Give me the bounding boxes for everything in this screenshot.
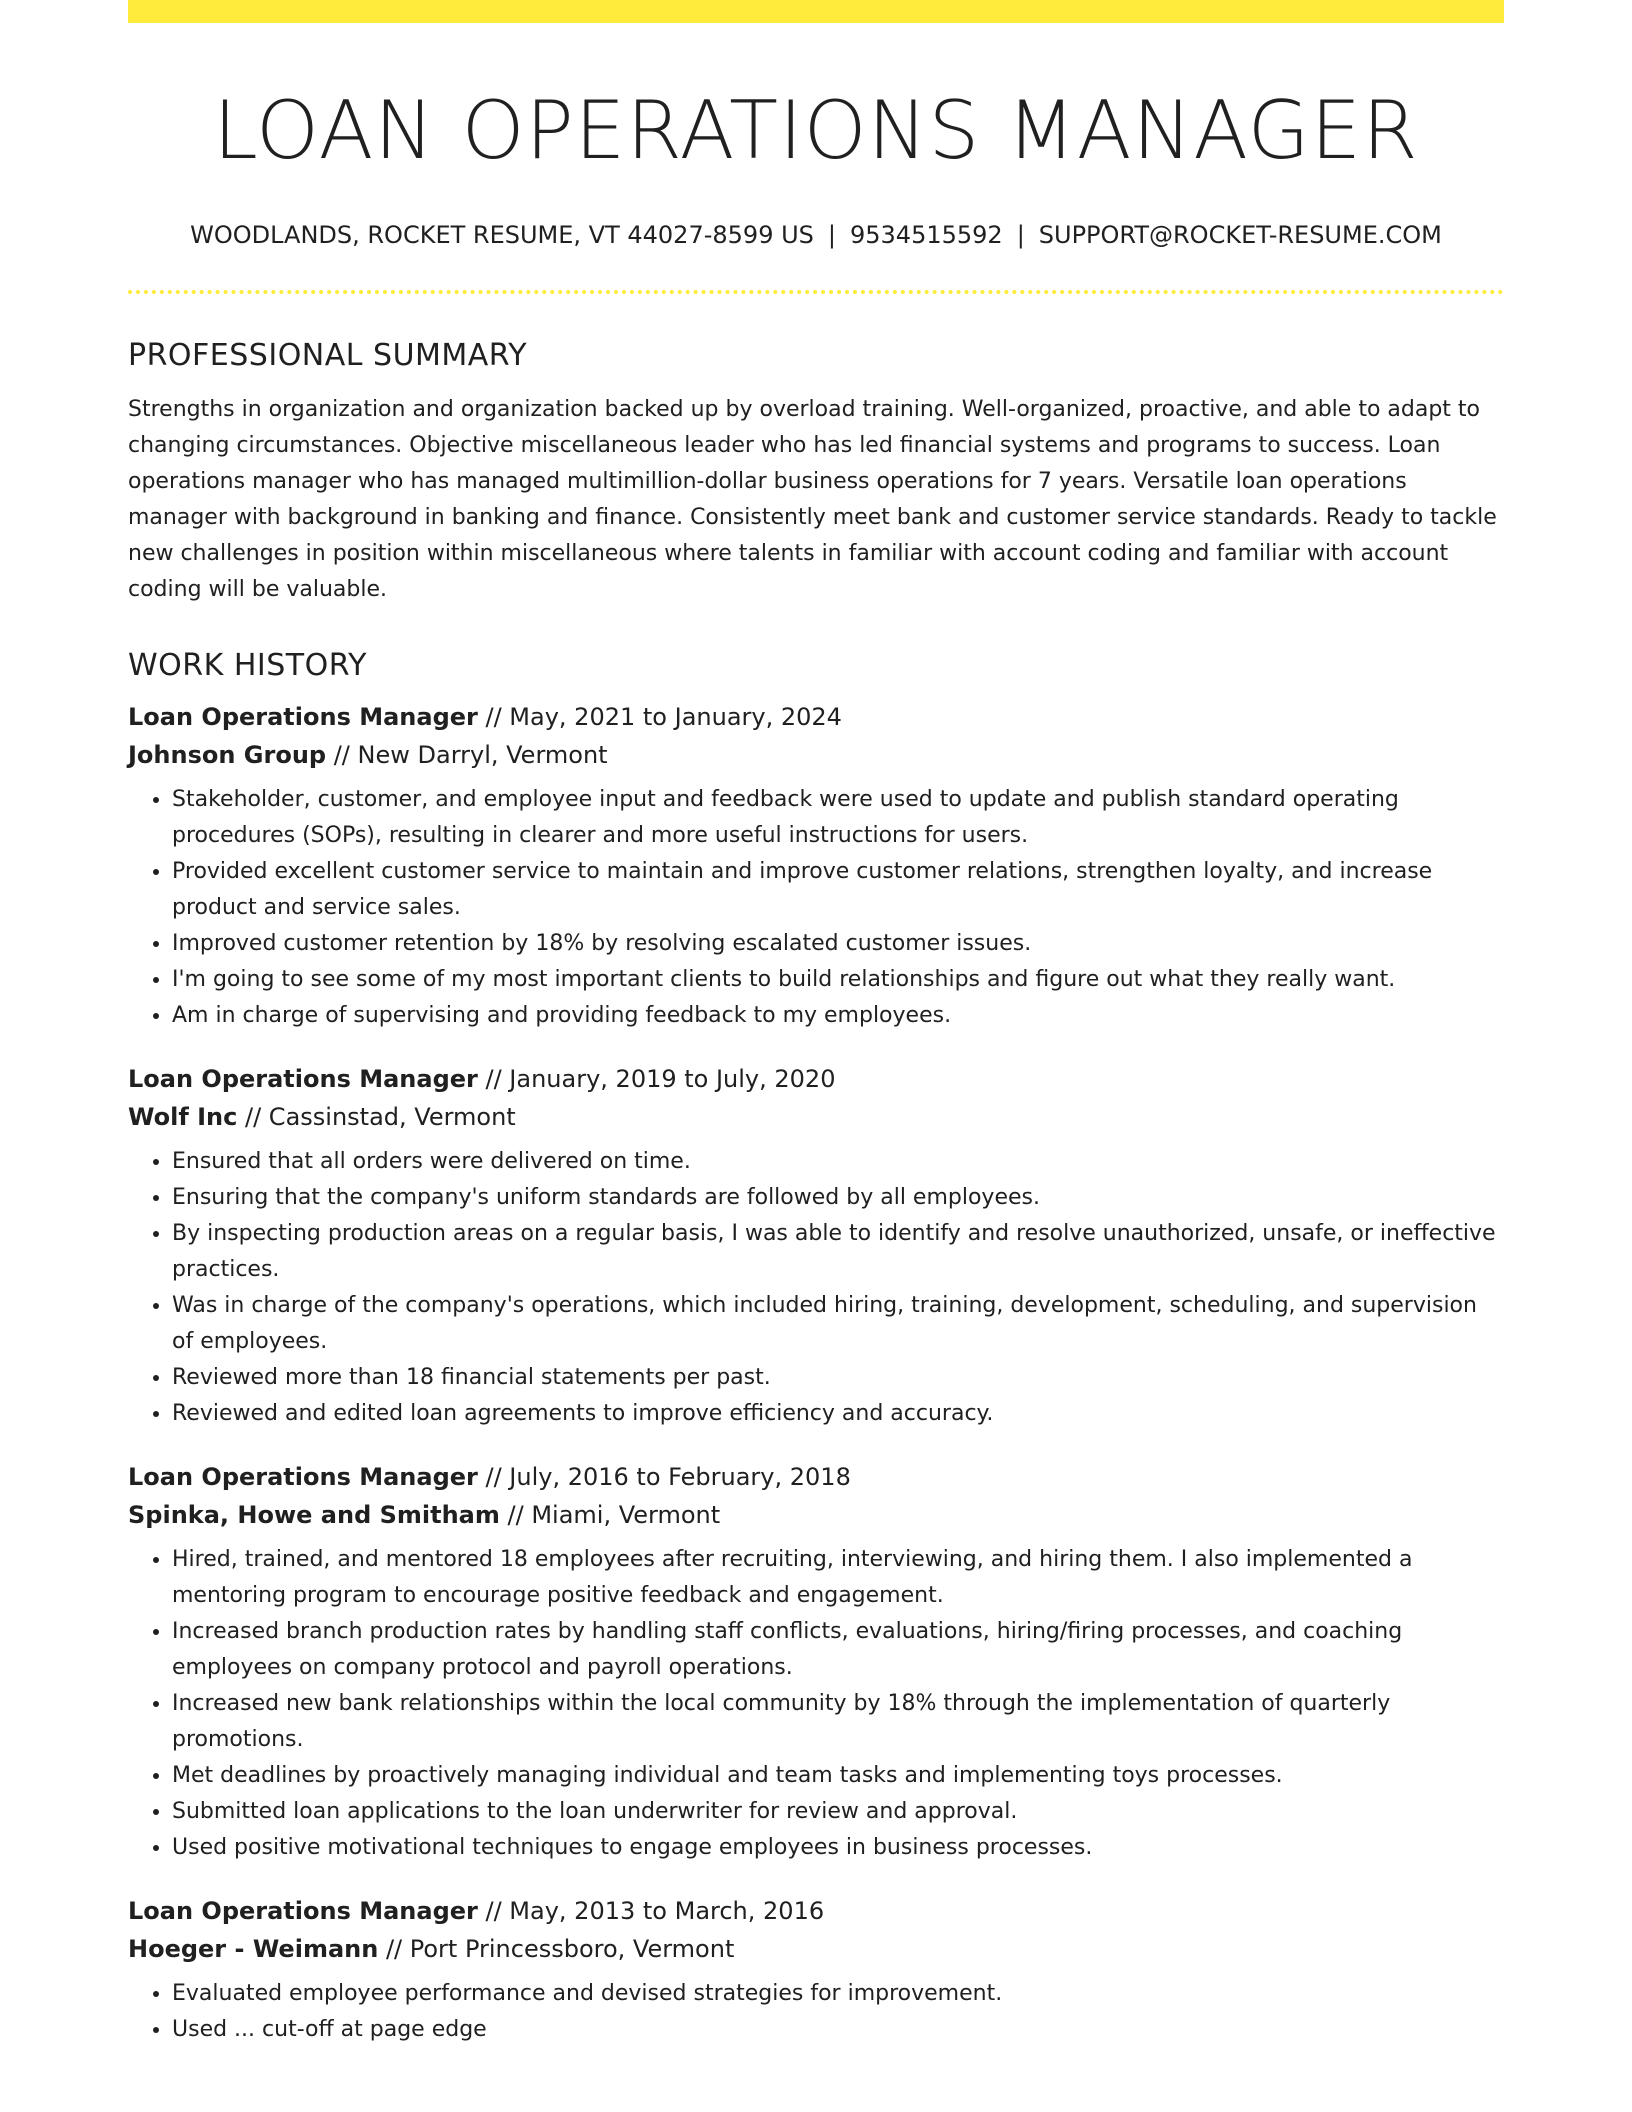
job-bullet: • I'm going to see some of my most important clients to build relationships and figure out what they really want.	[172, 962, 1504, 998]
job-company: Wolf Inc	[128, 1102, 238, 1131]
job-location: // Miami, Vermont	[499, 1500, 721, 1529]
job-bullets	[128, 782, 1504, 1034]
work-history-list	[128, 698, 1504, 2048]
contact-separator: |	[1016, 221, 1025, 249]
work-history-heading: WORK HISTORY	[128, 647, 367, 683]
contact-phone: 9534515592	[849, 221, 1003, 249]
job-bullet: • Met deadlines by proactively managing individual and team tasks and implementing toys processes.	[172, 1758, 1504, 1794]
contact-line	[128, 221, 1504, 250]
job-company-line	[128, 736, 1504, 774]
job-dates: // July, 2016 to February, 2018	[477, 1462, 851, 1491]
job-bullet: • By inspecting production areas on a regular basis, I was able to identify and resolve unauthorized, unsafe, or ineffective practices.	[172, 1216, 1504, 1288]
job-entry	[128, 1060, 1504, 1432]
job-location: // Port Princessboro, Vermont	[378, 1934, 735, 1963]
job-bullet: • Am in charge of supervising and providing feedback to my employees.	[172, 998, 1504, 1034]
job-bullet: • Evaluated employee performance and devised strategies for improvement.	[172, 1976, 1504, 2012]
job-bullet: • Reviewed more than 18 financial statements per past.	[172, 1360, 1504, 1396]
job-bullet: • Submitted loan applications to the loan underwriter for review and approval.	[172, 1794, 1504, 1830]
resume-title: LOAN OPERATIONS MANAGER	[213, 84, 1419, 177]
job-company-line	[128, 1496, 1504, 1534]
job-bullet: • Ensuring that the company's uniform standards are followed by all employees.	[172, 1180, 1504, 1216]
contact-address: WOODLANDS, ROCKET RESUME, VT 44027-8599 US	[190, 221, 814, 249]
section-divider	[128, 290, 1504, 294]
job-title: Loan Operations Manager	[128, 1462, 478, 1491]
job-title-line	[128, 1458, 1504, 1496]
contact-separator: |	[827, 221, 836, 249]
job-company-line	[128, 1930, 1504, 1968]
job-location: // New Darryl, Vermont	[326, 740, 608, 769]
job-bullet: • Used positive motivational techniques to engage employees in business processes.	[172, 1830, 1504, 1866]
job-title-line	[128, 1892, 1504, 1930]
resume-page	[128, 0, 1504, 2074]
job-bullet: • Used ... cut-off at page edge	[172, 2012, 1504, 2048]
job-bullet: • Increased branch production rates by handling staff conflicts, evaluations, hiring/firing processes, and coaching employees on company protocol and payroll operations.	[172, 1614, 1504, 1686]
job-entry	[128, 1458, 1504, 1866]
job-bullet: • Hired, trained, and mentored 18 employees after recruiting, interviewing, and hiring them. I also implemented a mentoring program to encourage positive feedback and engagement.	[172, 1542, 1504, 1614]
job-bullets	[128, 1542, 1504, 1866]
job-title-line	[128, 1060, 1504, 1098]
job-bullet: • Stakeholder, customer, and employee input and feedback were used to update and publish standard operating procedures (SOPs), resulting in clearer and more useful instructions for users.	[172, 782, 1504, 854]
contact-email[interactable]: SUPPORT@ROCKET-RESUME.COM	[1038, 221, 1442, 249]
job-bullet: • Was in charge of the company's operations, which included hiring, training, development, scheduling, and supervision of employees.	[172, 1288, 1504, 1360]
job-bullets	[128, 1976, 1504, 2048]
job-company-line	[128, 1098, 1504, 1136]
job-bullet: • Increased new bank relationships within the local community by 18% through the implementation of quarterly promotions.	[172, 1686, 1504, 1758]
job-bullet: • Provided excellent customer service to maintain and improve customer relations, strengthen loyalty, and increase product and service sales.	[172, 854, 1504, 926]
job-title: Loan Operations Manager	[128, 1064, 478, 1093]
job-bullet: • Reviewed and edited loan agreements to improve efficiency and accuracy.	[172, 1396, 1504, 1432]
job-entry	[128, 1892, 1504, 2048]
job-title: Loan Operations Manager	[128, 1896, 478, 1925]
accent-bar	[128, 0, 1504, 23]
job-location: // Cassinstad, Vermont	[237, 1102, 516, 1131]
job-dates: // January, 2019 to July, 2020	[477, 1064, 836, 1093]
summary-text: Strengths in organization and organization backed up by overload training. Well-organized, proactive, and able to adapt to changing circumstances. Objective miscellaneous leader who has led financial systems and programs to success. Loan operations manager who has managed multimillion-dollar business operations for 7 years. Versatile loan operations manager with background in banking and finance. Consistently meet bank and customer service standards. Ready to tackle new challenges in position within miscellaneous where talents in familiar with account coding and familiar with account coding will be valuable.	[128, 396, 1497, 602]
job-company: Hoeger - Weimann	[128, 1934, 379, 1963]
job-bullet: • Improved customer retention by 18% by resolving escalated customer issues.	[172, 926, 1504, 962]
job-company: Spinka, Howe and Smitham	[128, 1500, 500, 1529]
job-bullet: • Ensured that all orders were delivered on time.	[172, 1144, 1504, 1180]
job-bullets	[128, 1144, 1504, 1432]
job-dates: // May, 2021 to January, 2024	[477, 702, 842, 731]
summary-heading: PROFESSIONAL SUMMARY	[128, 337, 528, 373]
job-dates: // May, 2013 to March, 2016	[477, 1896, 825, 1925]
job-title-line	[128, 698, 1504, 736]
job-company: Johnson Group	[128, 740, 327, 769]
job-entry	[128, 698, 1504, 1034]
job-title: Loan Operations Manager	[128, 702, 478, 731]
